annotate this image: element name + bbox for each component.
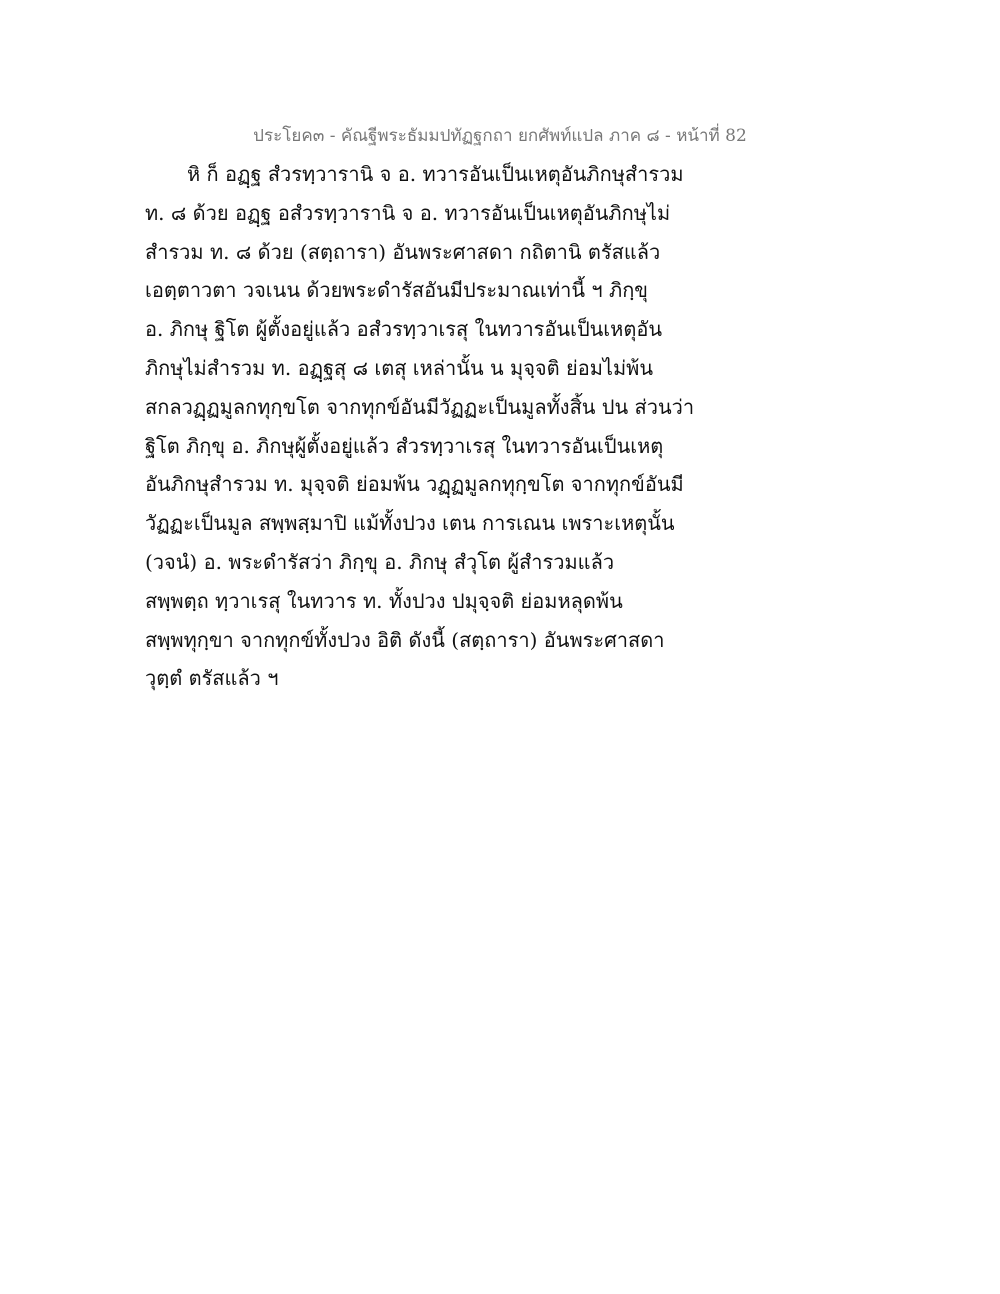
text-line: สำรวม ท. ๘ ด้วย (สตฺถารา) อันพระศาสดา กถิตานิ ตรัสแล้ว	[145, 239, 661, 264]
text-line: (วจนํ) อ. พระดำรัสว่า ภิกฺขุ อ. ภิกษุ สํวุโต ผู้สำรวมแล้ว	[145, 549, 615, 574]
body-text	[145, 155, 705, 698]
text-line: ฐิโต ภิกฺขุ อ. ภิกษุผู้ตั้งอยู่แล้ว สํวรทฺวาเรสุ ในทวารอันเป็นเหตุ	[145, 433, 664, 458]
text-line: ท. ๘ ด้วย อฏฺฐ อสํวรทฺวารานิ จ อ. ทวารอันเป็นเหตุอันภิกษุไม่	[145, 200, 671, 225]
text-line: ภิกษุไม่สำรวม ท. อฏฺฐสุ ๘ เตสุ เหล่านั้น น มุจฺจติ ย่อมไม่พ้น	[145, 355, 653, 380]
text-line: วุตฺตํ ตรัสแล้ว ฯ	[145, 666, 279, 691]
text-line: อันภิกษุสำรวม ท. มุจฺจติ ย่อมพ้น วฏฺฏมูลกทุกฺขโต จากทุกข์อันมี	[145, 472, 684, 497]
text-line: สพฺพตฺถ ทฺวาเรสุ ในทวาร ท. ทั้งปวง ปมุจฺจติ ย่อมหลุดพ้น	[145, 588, 623, 613]
text-line: วัฏฏะเป็นมูล สพฺพสฺมาปิ แม้ทั้งปวง เตน การเณน เพราะเหตุนั้น	[145, 511, 675, 536]
text-line: หิ ก็ อฏฺฐ สํวรทฺวารานิ จ อ. ทวารอันเป็นเหตุอันภิกษุสำรวม	[187, 162, 684, 186]
text-line: สพฺพทุกฺขา จากทุกข์ทั้งปวง อิติ ดังนี้ (สตฺถารา) อันพระศาสดา	[145, 627, 665, 652]
running-header: ประโยค๓ - คัณฐีพระธัมมปทัฏฐกถา ยกศัพท์แปล ภาค ๘ - หน้าที่ 82	[253, 126, 747, 146]
text-line: เอตฺตาวตา วจเนน ด้วยพระดำรัสอันมีประมาณเท่านี้ ฯ ภิกฺขุ	[145, 278, 648, 303]
text-line: อ. ภิกษุ ฐิโต ผู้ตั้งอยู่แล้ว อสํวรทฺวาเรสุ ในทวารอันเป็นเหตุอัน	[145, 317, 663, 342]
text-line: สกลวฏฺฏมูลกทุกฺขโต จากทุกข์อันมีวัฏฏะเป็นมูลทั้งสิ้น ปน ส่วนว่า	[145, 394, 695, 419]
